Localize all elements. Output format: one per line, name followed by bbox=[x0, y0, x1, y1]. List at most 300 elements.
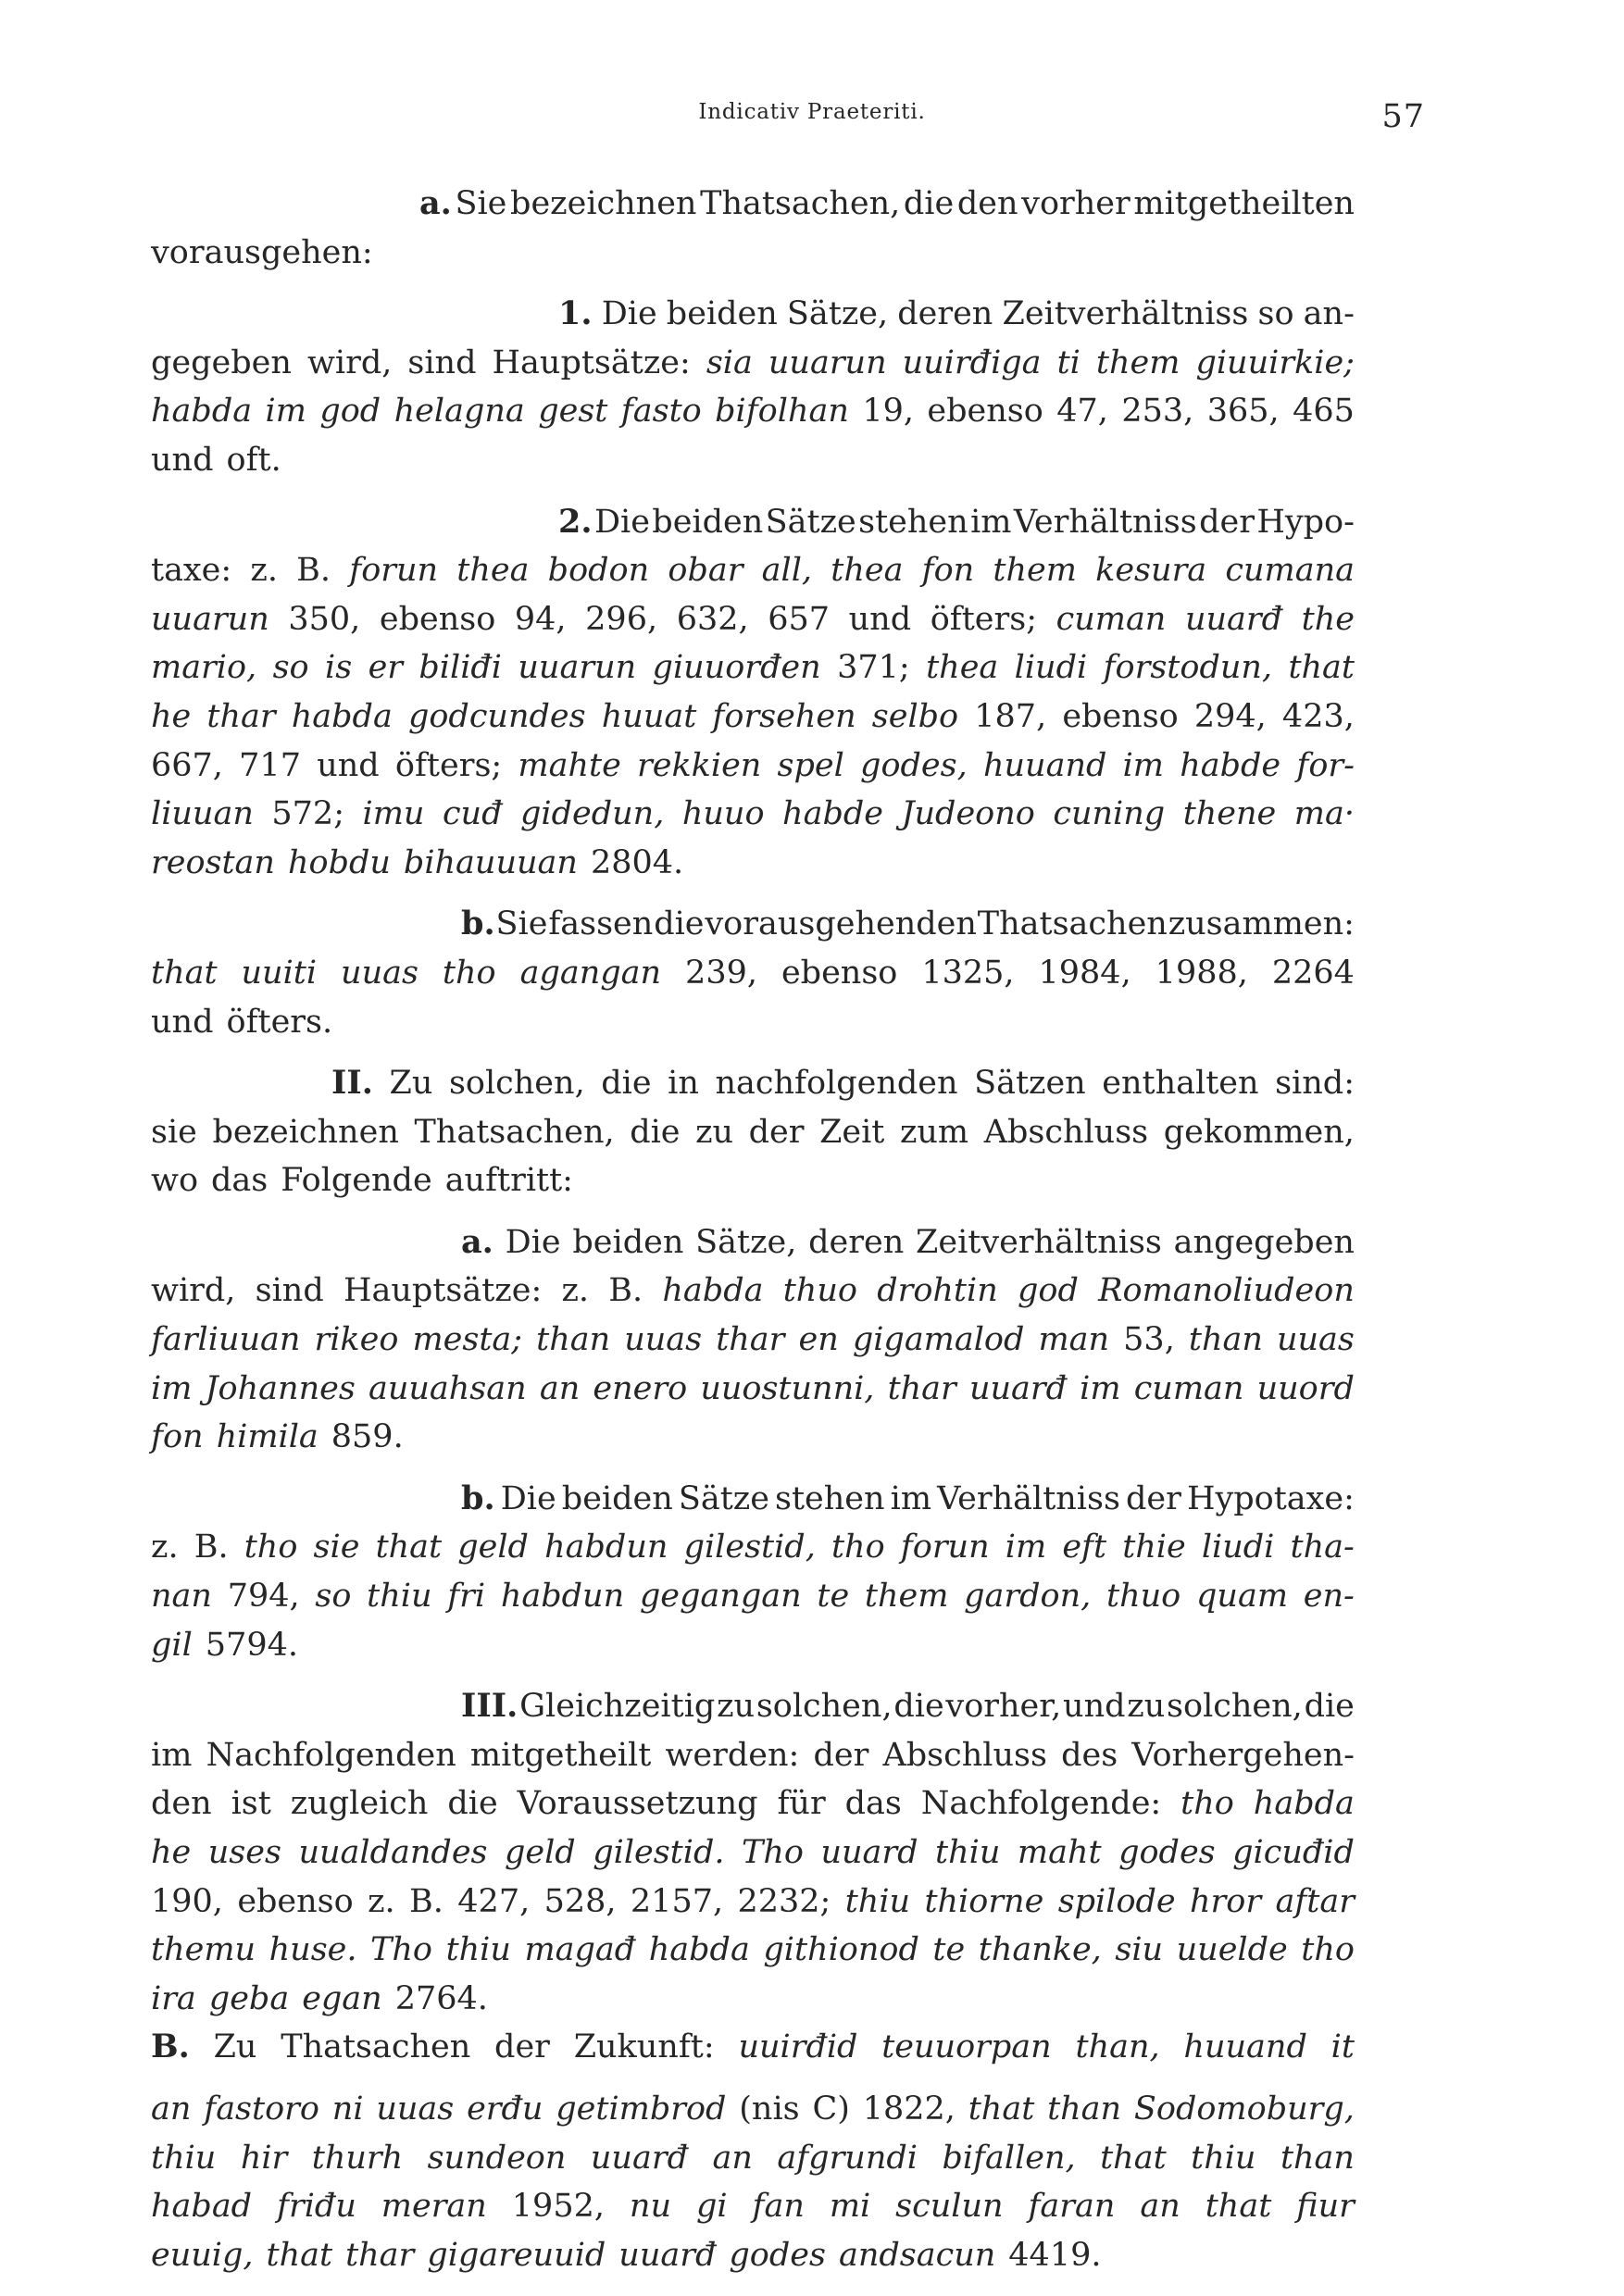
word: gidedun, bbox=[520, 795, 665, 833]
word: habdun bbox=[500, 1578, 625, 1616]
word: und bbox=[848, 600, 912, 638]
word: euuig, bbox=[151, 2236, 254, 2274]
word: uuord bbox=[1256, 1369, 1355, 1407]
text-line bbox=[151, 1828, 1355, 1878]
text-line bbox=[151, 1975, 1355, 2024]
word: Vorhergehen- bbox=[1131, 1736, 1355, 1774]
word: Hauptsätze: bbox=[492, 343, 691, 381]
word: spilode bbox=[1057, 1882, 1176, 1920]
word: 1988, bbox=[1155, 954, 1248, 992]
word: selbo bbox=[871, 697, 959, 735]
section-marker: II. bbox=[331, 1064, 373, 1103]
word: reostan bbox=[151, 843, 275, 881]
word: uuarđ bbox=[590, 2139, 688, 2177]
word: ebenso bbox=[781, 954, 898, 992]
word: Verhältniss bbox=[1013, 503, 1197, 541]
word: thar bbox=[206, 697, 276, 735]
word: thar bbox=[345, 2236, 415, 2274]
text-line bbox=[151, 180, 1355, 229]
word: quam bbox=[1196, 1578, 1289, 1616]
word: getimbrod bbox=[556, 2090, 727, 2128]
word: geld bbox=[505, 1834, 576, 1871]
word: öfters; bbox=[930, 600, 1038, 638]
word: 2764. bbox=[394, 1979, 488, 2017]
word: imu bbox=[362, 795, 425, 833]
word: maht bbox=[1017, 1834, 1102, 1871]
word: forun bbox=[349, 552, 439, 590]
text-line bbox=[151, 436, 1355, 485]
word: gegangan bbox=[639, 1578, 802, 1616]
word: uuiti bbox=[241, 954, 318, 992]
word: sind bbox=[407, 343, 477, 381]
word: afgrundi bbox=[777, 2139, 918, 2177]
word: Johannes bbox=[205, 1369, 356, 1407]
word: fri bbox=[447, 1578, 486, 1616]
word: cuman bbox=[1056, 600, 1167, 638]
word: bodon bbox=[547, 552, 650, 590]
word: an bbox=[712, 2139, 753, 2177]
word: teuuorpan bbox=[881, 2028, 1052, 2066]
word: kesura bbox=[1095, 552, 1207, 590]
word: than bbox=[536, 1321, 611, 1359]
word: rikeo bbox=[314, 1321, 399, 1359]
word: biliđi bbox=[418, 649, 502, 687]
word: bezeichnen bbox=[212, 1113, 399, 1151]
word: Thatsachen, bbox=[700, 185, 901, 222]
word: uuarun bbox=[768, 343, 887, 381]
word: cuman bbox=[1133, 1369, 1244, 1407]
word: an bbox=[1140, 2188, 1181, 2226]
word: hror bbox=[1190, 1882, 1262, 1920]
word: godes bbox=[729, 2236, 826, 2274]
word: zu bbox=[695, 1113, 734, 1151]
word: 427, bbox=[457, 1882, 531, 1920]
section-marker: a. bbox=[461, 1222, 493, 1261]
word: an bbox=[539, 1369, 581, 1407]
word: that bbox=[1205, 2188, 1272, 2226]
word: godcundes bbox=[407, 697, 586, 735]
word: thiu bbox=[844, 1882, 911, 1920]
word: Gleichzeitig bbox=[519, 1688, 716, 1726]
word: 47, bbox=[1056, 393, 1108, 430]
word: für bbox=[777, 1785, 826, 1823]
word: thar bbox=[716, 1321, 785, 1359]
word: ma· bbox=[1293, 795, 1355, 833]
word: tho bbox=[442, 954, 496, 992]
word: ebenso bbox=[927, 393, 1043, 430]
word: them bbox=[993, 552, 1077, 590]
word: mahte bbox=[518, 746, 621, 784]
word: wird, bbox=[151, 1272, 236, 1310]
word: thurh bbox=[311, 2139, 404, 2177]
word: 1822, bbox=[862, 2090, 956, 2128]
word: geba bbox=[208, 1979, 290, 2017]
word: Abschluss bbox=[983, 1113, 1149, 1151]
word: that bbox=[151, 954, 218, 992]
word: 717 bbox=[239, 746, 301, 784]
word: Zeit bbox=[819, 1113, 885, 1151]
word: gilestid, bbox=[683, 1529, 816, 1566]
paragraph-gap bbox=[151, 1205, 1355, 1218]
word: en- bbox=[1303, 1578, 1355, 1616]
word: im bbox=[151, 1736, 193, 1774]
word: obar bbox=[668, 552, 743, 590]
word: cuning bbox=[1053, 795, 1166, 833]
word: mi bbox=[829, 2188, 871, 2226]
word: im bbox=[265, 393, 306, 430]
text-line bbox=[151, 2023, 1355, 2072]
page-number: 57 bbox=[1381, 98, 1425, 135]
word: Die bbox=[505, 1223, 561, 1261]
word: 859. bbox=[331, 1418, 404, 1456]
text-line bbox=[151, 949, 1355, 998]
word: thiu bbox=[367, 1578, 432, 1616]
word: thea bbox=[831, 552, 904, 590]
word: ist bbox=[231, 1785, 271, 1823]
word: bezeichnen bbox=[510, 185, 697, 222]
word: enero bbox=[593, 1369, 688, 1407]
word: eft bbox=[1062, 1529, 1107, 1566]
word: deren bbox=[808, 1223, 905, 1261]
word: mitgetheilt bbox=[469, 1736, 652, 1774]
word: himila bbox=[216, 1418, 319, 1456]
word: thiu bbox=[445, 1931, 511, 1969]
word: that bbox=[266, 2236, 333, 2274]
word: ebenso bbox=[379, 600, 496, 638]
word: aftar bbox=[1275, 1882, 1355, 1920]
word: der bbox=[748, 1113, 805, 1151]
text-line bbox=[151, 339, 1355, 388]
text-line bbox=[151, 546, 1355, 595]
text-line bbox=[151, 1365, 1355, 1414]
word: thiu bbox=[1191, 2139, 1256, 2177]
word: Verhältniss bbox=[937, 1479, 1120, 1517]
paragraph-gap bbox=[151, 1046, 1355, 1059]
word: 4419. bbox=[1008, 2236, 1102, 2274]
word: zusammen: bbox=[1168, 905, 1355, 943]
word: gardon, bbox=[964, 1578, 1092, 1616]
word: deren bbox=[897, 295, 993, 333]
word: uuarđ bbox=[618, 2236, 717, 2274]
word: Thatsachen, bbox=[414, 1113, 615, 1151]
word: than bbox=[1280, 2139, 1355, 2177]
word: fan bbox=[752, 2188, 805, 2226]
word: god bbox=[319, 393, 381, 430]
word: 2804. bbox=[590, 843, 684, 881]
word: en bbox=[798, 1321, 839, 1359]
word: im bbox=[970, 503, 1012, 541]
word: die bbox=[447, 1785, 498, 1823]
section-marker: b. bbox=[461, 905, 495, 943]
word: habdun bbox=[544, 1529, 668, 1566]
word: uualdandes bbox=[298, 1834, 488, 1871]
word: die bbox=[630, 1113, 681, 1151]
word: die bbox=[654, 905, 705, 943]
word: gil bbox=[151, 1626, 193, 1664]
word: all, bbox=[761, 552, 813, 590]
word: Sodomoburg, bbox=[1133, 2090, 1355, 2128]
text-line bbox=[151, 742, 1355, 791]
word: Voraussetzung bbox=[517, 1785, 758, 1823]
word: 187, bbox=[974, 697, 1047, 735]
word: so bbox=[1257, 295, 1294, 333]
word: B. bbox=[409, 1882, 443, 1920]
text-line bbox=[151, 595, 1355, 644]
word: (nis bbox=[739, 2090, 800, 2128]
word: is bbox=[325, 649, 353, 687]
word: 572; bbox=[271, 795, 344, 833]
word: Sie bbox=[455, 185, 507, 222]
word: Sätze bbox=[765, 503, 856, 541]
word: vorausgehen: bbox=[151, 233, 373, 271]
word: uuas bbox=[341, 954, 418, 992]
word: te bbox=[932, 1931, 966, 1969]
word: 371; bbox=[837, 649, 910, 687]
word: 94, bbox=[514, 600, 567, 638]
word: geld bbox=[457, 1529, 529, 1566]
word: themu bbox=[151, 1931, 256, 1969]
text-line bbox=[151, 1267, 1355, 1316]
word: den bbox=[956, 185, 1018, 222]
word: tho bbox=[831, 1529, 885, 1566]
word: Nachfolgenden bbox=[206, 1736, 456, 1774]
word: ti bbox=[1056, 343, 1081, 381]
word: 1984, bbox=[1038, 954, 1131, 992]
word: und bbox=[1063, 1688, 1126, 1726]
text-line bbox=[151, 1523, 1355, 1572]
word: Zeitverhältniss bbox=[916, 1223, 1162, 1261]
word: habda bbox=[662, 1272, 764, 1310]
word: faran bbox=[1028, 2188, 1116, 2226]
word: beiden bbox=[572, 1223, 684, 1261]
word: 365, bbox=[1206, 393, 1280, 430]
word: werden: bbox=[665, 1736, 800, 1774]
word: beiden bbox=[666, 295, 778, 333]
word: it bbox=[1330, 2028, 1355, 2066]
text-line bbox=[151, 790, 1355, 839]
word: Tho bbox=[741, 1834, 804, 1871]
word: Die bbox=[593, 503, 650, 541]
word: te bbox=[817, 1578, 850, 1616]
word: forun bbox=[900, 1529, 990, 1566]
word: sie bbox=[151, 1113, 197, 1151]
section-marker: III. bbox=[461, 1687, 518, 1726]
word: im bbox=[890, 1479, 932, 1517]
word: angegeben bbox=[1173, 1223, 1355, 1261]
word: man bbox=[1038, 1321, 1110, 1359]
word: 1952, bbox=[511, 2188, 605, 2226]
word: githionod bbox=[763, 1931, 919, 1969]
word: Sätzen bbox=[974, 1065, 1086, 1103]
word: cuđ bbox=[442, 795, 503, 833]
word: thuo bbox=[1106, 1578, 1181, 1616]
word: habda bbox=[1253, 1785, 1355, 1823]
text-line bbox=[151, 1731, 1355, 1780]
word: 794, bbox=[227, 1578, 300, 1616]
word: das bbox=[211, 1162, 269, 1200]
word: 528, bbox=[543, 1882, 617, 1920]
word: he bbox=[151, 1834, 192, 1871]
word: 2264 bbox=[1271, 954, 1355, 992]
word: forsehen bbox=[712, 697, 856, 735]
word: thiu bbox=[935, 1834, 1001, 1871]
word: tho bbox=[1301, 1931, 1355, 1969]
word: thar bbox=[887, 1369, 956, 1407]
word: huuand bbox=[1183, 2028, 1307, 2066]
word: forstodun, bbox=[1103, 649, 1273, 687]
text-line bbox=[151, 1218, 1355, 1267]
word: the bbox=[1301, 600, 1355, 638]
word: erđu bbox=[467, 2090, 543, 2128]
word: that bbox=[1288, 649, 1355, 687]
word: gest bbox=[538, 393, 608, 430]
word: gigareuuid bbox=[427, 2236, 606, 2274]
word: an- bbox=[1303, 295, 1355, 333]
word: 53, bbox=[1123, 1321, 1175, 1359]
text-line bbox=[151, 1059, 1355, 1108]
word: huuat bbox=[601, 697, 697, 735]
word: der bbox=[813, 1736, 869, 1774]
word: z. bbox=[151, 1529, 179, 1566]
word: beiden bbox=[652, 503, 764, 541]
word: ni bbox=[331, 2090, 364, 2128]
word: im bbox=[1080, 1369, 1121, 1407]
word: ebenso bbox=[237, 1882, 354, 1920]
word: Sätze, bbox=[695, 1223, 797, 1261]
paragraph-gap bbox=[151, 2072, 1355, 2085]
word: und bbox=[151, 1003, 214, 1041]
section-marker: b. bbox=[461, 1479, 495, 1517]
word: enthalten bbox=[1102, 1065, 1259, 1103]
word: 667, bbox=[151, 746, 223, 784]
text-line bbox=[151, 1878, 1355, 1927]
word: Zukunft: bbox=[573, 2028, 715, 2066]
word: Hypotaxe: bbox=[1186, 1479, 1355, 1517]
word: B. bbox=[608, 1272, 643, 1310]
word: thuo bbox=[782, 1272, 857, 1310]
word: z. bbox=[368, 1882, 395, 1920]
word: Judeono bbox=[901, 795, 1035, 833]
body-text bbox=[151, 180, 1355, 2279]
word: die bbox=[903, 185, 955, 222]
word: vorher bbox=[1021, 185, 1131, 222]
word: der bbox=[1199, 503, 1255, 541]
word: habde bbox=[1180, 746, 1281, 784]
word: und bbox=[151, 441, 214, 479]
word: Abschluss bbox=[882, 1736, 1047, 1774]
word: bifolhan bbox=[715, 393, 849, 430]
word: than, bbox=[1075, 2028, 1160, 2066]
word: Sätze bbox=[678, 1479, 769, 1517]
word: auuahsan bbox=[368, 1369, 527, 1407]
word: Zu bbox=[213, 2028, 257, 2066]
word: zu bbox=[1127, 1688, 1166, 1726]
word: Die bbox=[601, 295, 657, 333]
word: uuostunni, bbox=[700, 1369, 875, 1407]
word: than bbox=[1047, 2090, 1122, 2128]
word: uuarun bbox=[151, 600, 269, 638]
word: 296, bbox=[585, 600, 658, 638]
text-line bbox=[151, 1621, 1355, 1670]
word: 465 bbox=[1293, 393, 1355, 430]
word: Romanoliudeon bbox=[1098, 1272, 1355, 1310]
word: thiu bbox=[151, 2139, 217, 2177]
word: 2157, bbox=[630, 1882, 724, 1920]
word: mario, bbox=[151, 649, 257, 687]
word: 294, bbox=[1193, 697, 1267, 735]
word: mesta; bbox=[412, 1321, 523, 1359]
paragraph-gap bbox=[151, 1669, 1355, 1682]
word: 2232; bbox=[737, 1882, 831, 1920]
word: Nachfolgende: bbox=[920, 1785, 1162, 1823]
word: vorher, bbox=[945, 1688, 1062, 1726]
word: C) bbox=[812, 2090, 850, 2128]
word: huuand bbox=[982, 746, 1107, 784]
word: uuard bbox=[820, 1834, 918, 1871]
word: vorausgehenden bbox=[705, 905, 977, 943]
word: farliuuan bbox=[151, 1321, 301, 1359]
text-line bbox=[151, 1316, 1355, 1365]
word: uuarđ bbox=[1184, 600, 1283, 638]
running-title: Indicativ Praeteriti. bbox=[698, 100, 926, 124]
word: uuelde bbox=[1176, 1931, 1288, 1969]
word: des bbox=[1061, 1736, 1118, 1774]
word: z. bbox=[250, 552, 278, 590]
word: 350, bbox=[288, 600, 361, 638]
text-line bbox=[151, 643, 1355, 693]
word: und bbox=[317, 746, 380, 784]
word: tha- bbox=[1290, 1529, 1355, 1566]
word: im bbox=[1122, 746, 1164, 784]
word: Hauptsätze: bbox=[344, 1272, 543, 1310]
word: thene bbox=[1182, 795, 1277, 833]
word: uuas bbox=[624, 1321, 703, 1359]
word: 19, bbox=[862, 393, 914, 430]
word: uses bbox=[207, 1834, 281, 1871]
word: so bbox=[315, 1578, 352, 1616]
word: habde bbox=[782, 795, 883, 833]
text-line bbox=[151, 900, 1355, 949]
word: 657 bbox=[768, 600, 831, 638]
word: uuirđid bbox=[738, 2028, 858, 2066]
section-marker: a. bbox=[419, 184, 452, 222]
word: huuo bbox=[681, 795, 765, 833]
word: uuirđiga bbox=[902, 343, 1042, 381]
word: fiur bbox=[1296, 2188, 1355, 2226]
text-line bbox=[151, 693, 1355, 742]
text-line bbox=[151, 2134, 1355, 2183]
word: zugleich bbox=[290, 1785, 429, 1823]
word: die bbox=[1304, 1688, 1355, 1726]
word: uuarun bbox=[518, 649, 637, 687]
word: Hypo- bbox=[1256, 503, 1355, 541]
word: sind bbox=[255, 1272, 324, 1310]
text-line bbox=[151, 387, 1355, 436]
word: magađ bbox=[524, 1931, 636, 1969]
word: beiden bbox=[561, 1479, 673, 1517]
word: wo bbox=[151, 1162, 199, 1200]
word: tho bbox=[244, 1529, 298, 1566]
word: than bbox=[1188, 1321, 1263, 1359]
text-line bbox=[151, 498, 1355, 547]
word: Zu bbox=[389, 1065, 433, 1103]
word: gekommen, bbox=[1163, 1113, 1355, 1151]
word: huse. bbox=[269, 1931, 357, 1969]
text-line bbox=[151, 998, 1355, 1047]
word: stehen bbox=[858, 503, 968, 541]
word: hobdu bbox=[287, 843, 391, 881]
text-line bbox=[151, 229, 1355, 278]
